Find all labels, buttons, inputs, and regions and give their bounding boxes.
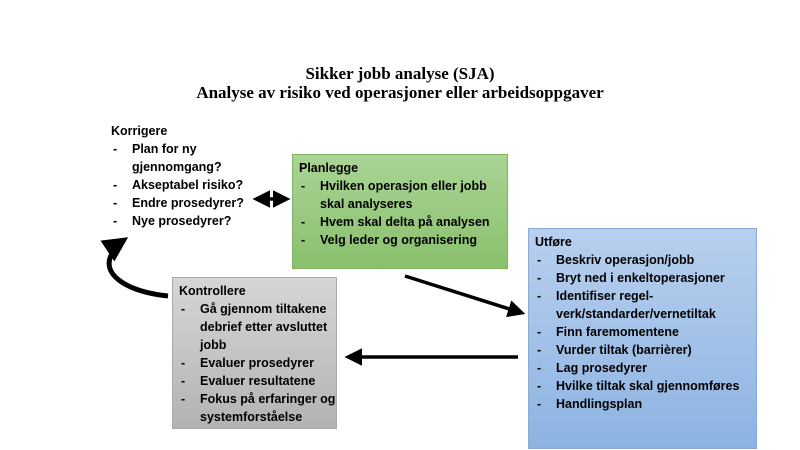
utfore-heading: Utføre — [535, 235, 572, 249]
planlegge-item: - Hvilken operasjon eller jobb skal analyseres — [299, 177, 507, 213]
utfore-item: - Finn faremomentene — [535, 323, 756, 341]
korrigere-item: - Endre prosedyrer? — [111, 194, 261, 212]
utfore-item: - Vurder tiltak (barrièrer) — [535, 341, 756, 359]
planlegge-to-utfore-arrow — [405, 276, 522, 313]
utfore-item: - Handlingsplan — [535, 395, 756, 413]
utfore-item: - Bryt ned i enkeltoperasjoner — [535, 269, 756, 287]
kontrollere-item: - Evaluer resultatene — [179, 372, 336, 390]
diagram-subtitle: Analyse av risiko ved operasjoner eller arbeidsoppgaver — [196, 83, 604, 102]
korrigere-heading: Korrigere — [111, 124, 168, 138]
kontrollere-item: - Fokus på erfaringer og systemforståelse — [179, 390, 336, 426]
korrigere-item: - Nye prosedyrer? — [111, 212, 261, 230]
utfore-item: - Identifiser regel-verk/standarder/vernetiltak — [535, 287, 756, 323]
utfore-item: - Lag prosedyrer — [535, 359, 756, 377]
kontrollere-item: - Evaluer prosedyrer — [179, 354, 336, 372]
diagram-title: Sikker jobb analyse (SJA) — [305, 64, 495, 83]
korrigere-item: - Akseptabel risiko? — [111, 176, 261, 194]
planlegge-item: - Velg leder og organisering — [299, 231, 507, 249]
utfore-item: - Hvilke tiltak skal gjennomføres — [535, 377, 756, 395]
kontrollere-to-korrigere-curved-arrow — [109, 240, 168, 296]
kontrollere-heading: Kontrollere — [179, 284, 246, 298]
planlegge-item: - Hvem skal delta på analysen — [299, 213, 507, 231]
utfore-item: - Beskriv operasjon/jobb — [535, 251, 756, 269]
planlegge-heading: Planlegge — [299, 161, 359, 175]
kontrollere-item: - Gå gjennom tiltakene debrief etter avsluttet jobb — [179, 300, 336, 354]
korrigere-item: - Plan for ny gjennomgang? — [111, 140, 261, 176]
